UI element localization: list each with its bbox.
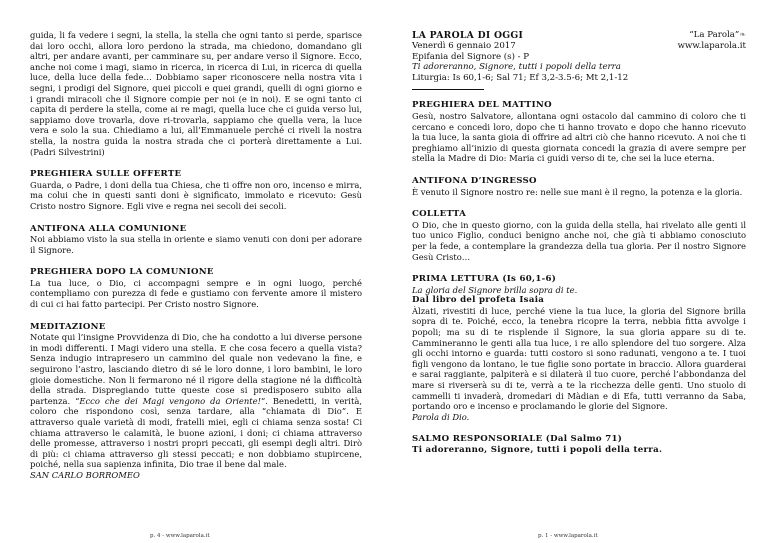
meditazione-quote: Ecco che dei Magi vengono da Oriente!: [79, 395, 261, 406]
lettura-title: PRIMA LETTURA (Is 60,1-6): [412, 274, 557, 285]
footer-right: p. 1 - www.laparola.it: [538, 533, 598, 539]
header-liturgia: Liturgia: Is 60,1-6; Sal 71; Ef 3,2-3.5-6; Mt 2,1-12: [412, 72, 629, 83]
offerte-text: Guarda, o Padre, i doni della tua Chiesa, che ti offre non oro, incenso e mirra, ma colui che in questi santi doni è significato, immolato e ricevuto: Gesù Cristo nostro Signore. Egli vive e regna nei secoli dei secoli.: [30, 179, 362, 211]
salmo-refrain: Ti adoreranno, Signore, tutti i popoli della terra.: [412, 445, 663, 455]
meditazione-section: [30, 322, 362, 481]
lettura-text: Àlzati, rivestiti di luce, perché viene la tua luce, la gloria del Signore brilla sopra di te. Poiché, ecco, la tenebra ricopre la terra, nebbia fitta avvolge i popoli; ma su di te risplende il Signore, la sua gloria appare su di te. Cammineranno le genti alla tua luce, i re allo splendore del tuo sorgere. Alza gli occhi intorno e guarda: tutti costoro si sono radunati, vengono a te. I tuoi figli vengono da lontano, le tue figlie sono portate in braccio. Allora guarderai e sarai raggiante, palpiterà e si dilaterà il tuo cuore, perché l’abbondanza del mare si riverserà su di te, verrà a te la ricchezza delle genti. Uno stuolo di cammelli ti invaderà, dromedari di Màdian e di Efa, tutti verranno da Saba, portando oro e incenso e proclamando le glorie del Signore.: [412, 305, 746, 412]
brand-line: [678, 30, 746, 41]
offerte-section: [30, 169, 362, 211]
ingresso-text: È venuto il Signore nostro re: nelle sue mani è il regno, la potenza e la gloria.: [412, 186, 743, 197]
page-header: [412, 30, 746, 90]
lettura-closing: Parola di Dio.: [412, 411, 470, 422]
lettura-subtitle: La gloria del Signore brilla sopra di te.: [412, 284, 578, 295]
footer-left: p. 4 - www.laparola.it: [150, 533, 210, 539]
lettura-section: [412, 274, 746, 422]
header-feast: Epifania del Signore (s) - P: [412, 51, 530, 62]
header-divider: [412, 89, 484, 90]
header-motto: Ti adoreranno, Signore, tutti i popoli della terra: [412, 62, 621, 73]
colletta-title: COLLETTA: [412, 209, 467, 220]
comunione-text: Noi abbiamo visto la sua stella in oriente e siamo venuti con doni per adorare il Signore.: [30, 234, 362, 255]
intro-section: [30, 30, 362, 157]
dove-icon: ❧: [739, 30, 746, 39]
colletta-section: [412, 209, 746, 262]
brand-name: “La Parola”: [689, 30, 740, 40]
ingresso-title: ANTIFONA D’INGRESSO: [412, 175, 537, 186]
mattino-title: PREGHIERA DEL MATTINO: [412, 100, 552, 111]
dopo-comunione-text: La tua luce, o Dio, ci accompagni sempre e in ogni luogo, perché contempliamo con purezza di fede e gustiamo con fervente amore il mistero di cui ci hai fatto partecipi. Per Cristo nostro Signore.: [30, 277, 362, 310]
colletta-text: O Dio, che in questo giorno, con la guida della stella, hai rivelato alle genti il tuo unico Figlio, conduci benigno anche noi, che già ti abbiamo conosciuto per la fede, a contemplare la grandezza della tua gloria. Per il nostro Signore Gesù Cristo…: [412, 219, 746, 262]
comunione-section: [30, 224, 362, 256]
meditazione-title: MEDITAZIONE: [30, 321, 106, 332]
mattino-section: [412, 100, 746, 164]
offerte-title: PREGHIERA SULLE OFFERTE: [30, 169, 182, 180]
dopo-comunione-section: [30, 267, 362, 309]
ingresso-section: [412, 176, 746, 197]
comunione-title: ANTIFONA ALLA COMUNIONE: [30, 223, 187, 234]
brand-site: www.laparola.it: [677, 40, 746, 51]
meditazione-text: [30, 332, 362, 470]
right-page: [384, 0, 768, 543]
dopo-comunione-title: PREGHIERA DOPO LA COMUNIONE: [30, 267, 214, 278]
header-title: LA PAROLA DI OGGI: [412, 30, 524, 41]
meditazione-author: SAN CARLO BORROMEO: [30, 469, 140, 480]
header-date: Venerdì 6 gennaio 2017: [412, 41, 516, 51]
meditazione-text-a: Notate qui l’insigne Provvidenza di Dio, che ha condotto a lui diverse persone in modi differenti. I Magi videro una stella. E che cosa fecero a quella vista? Senza indugio intrapresero un cammino del quale non vedevano la fine, e seguirono l’astro, lasciando dietro di sé le loro donne, i loro bambini, le loro gioie domestiche. Non li fermarono né il rigore della stagione né la difficoltà della strada. Dispregiando tutte queste cose si predisposero subito alla partenza. “: [30, 332, 362, 406]
salmo-title: SALMO RESPONSORIALE (Dal Salmo 71): [412, 434, 623, 445]
intro-text: guida, li fa vedere i segni, la stella, la stella che ogni tanto si perde, sparisce dai loro occhi, allora loro perdono la strada, ma chiedono, domandano gli altri, per andare avanti, per camminare su, per andare verso il Signore. Ecco, anche noi come i magi, siamo in ricerca, in ricerca di Lui, in ricerca di quella luce, della luce della fede… Dobbiamo saper riconoscere nella nostra vita i segni, i prodigi del Signore, quei piccoli e quei grandi, quelli di ogni giorno e i grandi miracoli che il Signore compie per noi (e in noi). E se ogni tanto ci capita di perdere la stella, come ai re magi, quella luce che ci guida verso lui, sappiamo dove trovarla, dove ri-trovarla, sappiamo che quella vera, la luce vera e solo la sua. Chiediamo a lui, all’Emmanuele perché ci riveli la nostra stella, la nostra guida la nostra strada che ci porterà direttamente a Lui. (Padri Silvestrini): [30, 30, 362, 157]
lettura-source: Dal libro del profeta Isaia: [412, 295, 545, 306]
mattino-text: Gesù, nostro Salvatore, allontana ogni ostacolo dal cammino di coloro che ti cercano e concedi loro, dopo che ti hanno trovato e dopo che hanno ricevuto la tua luce, la santa gioia di offrire ad altri ciò che hanno ricevuto. A noi che ti preghiamo all’inizio di questa giornata concedi la grazia di avere sempre per stella la Madre di Dio: Maria ci guidi verso di te, che sei la luce eterna.: [412, 110, 746, 164]
meditazione-text-b: ”. Benedetti, in verità, coloro che rispondono così, senza tardare, alla “chiamata di Dio”. E attraverso quale varietà di modi, fratelli miei, egli ci chiama senza sosta! Ci chiama attraverso le calamità, le buone azioni, i doni; ci chiama attraverso delle promesse, attraverso i nostri propri peccati, gli esempi degli altri. Dirò di più: ci chiama attraverso gli stessi peccati; e non dobbiamo stupircene, poiché, nella sua sapienza infinita, Dio trae il bene dal male.: [30, 395, 363, 470]
salmo-section: [412, 434, 746, 455]
brand-block: [678, 30, 746, 52]
